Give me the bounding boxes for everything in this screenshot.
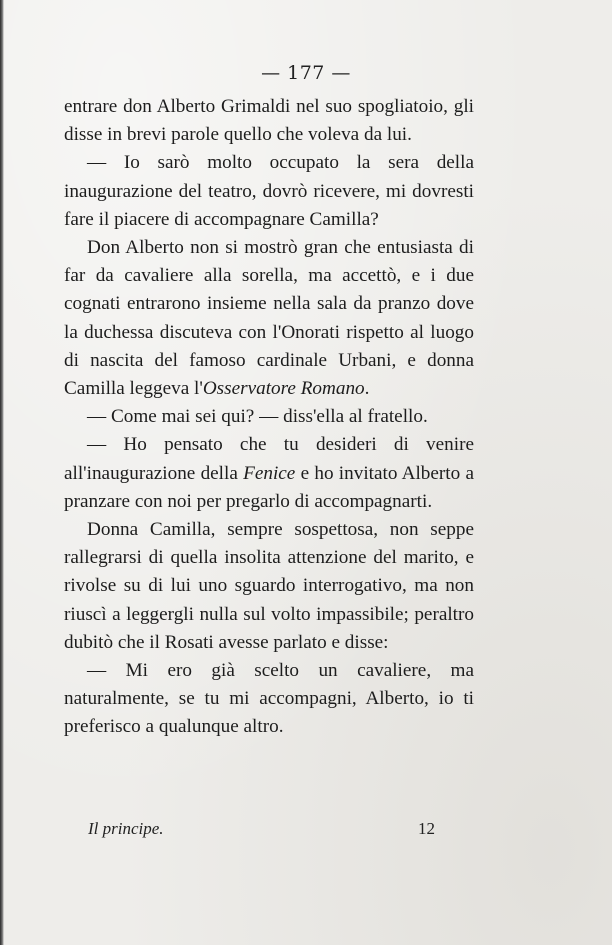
page-number-header: — 177 — — [261, 62, 351, 84]
paragraph-3-end: . — [364, 378, 370, 400]
paragraph-7: — Mi ero già scelto un cavaliere, ma naturalmente, se tu mi accompagni, Alberto, io ti preferisco a qualunque altro. — [64, 660, 474, 738]
paragraph-6: Donna Camilla, sempre sospettosa, non seppe rallegrarsi di quella insolita attenzione del marito, e rivolse su di lui uno sguardo interrogativo, ma non riuscì a leggergli nulla sul volto impassibile; peraltro dubitò che il Rosati avesse parlato e disse: — [64, 519, 474, 653]
sheet-number: 12 — [418, 819, 435, 838]
paragraph-3-text: Don Alberto non si mostrò gran che entusiasta di far da cavaliere alla sorella, ma accettò, e i due cognati entrarono insieme nella sala da pranzo dove la duchessa discuteva con l'Onorati rispetto al luogo di nascita del famoso cardinale Urbani, e donna Camilla leggeva — [64, 237, 474, 400]
signature-mark: Il principe. — [88, 819, 164, 838]
paragraph-5-end: e ho invitato Alberto a pranzare con noi per pregarlo di accompagnarti. — [64, 462, 475, 512]
paragraph-5 — [64, 431, 474, 516]
page-footer — [0, 819, 612, 843]
body-text — [64, 93, 474, 742]
paragraph-3 — [64, 234, 474, 403]
theatre-name: Fenice — [243, 462, 296, 484]
paragraph-5-text: — Ho pensato che tu desideri di venire all'inaugurazione della — [64, 434, 474, 484]
paragraph-3-article: l' — [194, 378, 203, 400]
newspaper-title: Osservatore Romano — [202, 378, 365, 400]
paragraph-4: — Come mai sei qui? — diss'ella al fratello. — [87, 406, 428, 428]
page-edge-shadow — [0, 0, 4, 945]
paragraph-1: entrare don Alberto Grimaldi nel suo spogliatoio, gli disse in brevi parole quello che voleva da lui. — [64, 96, 474, 146]
paragraph-2: — Io sarò molto occupato la sera della inaugurazione del teatro, dovrò ricevere, mi dovresti fare il piacere di accompagnare Camilla? — [64, 152, 474, 230]
